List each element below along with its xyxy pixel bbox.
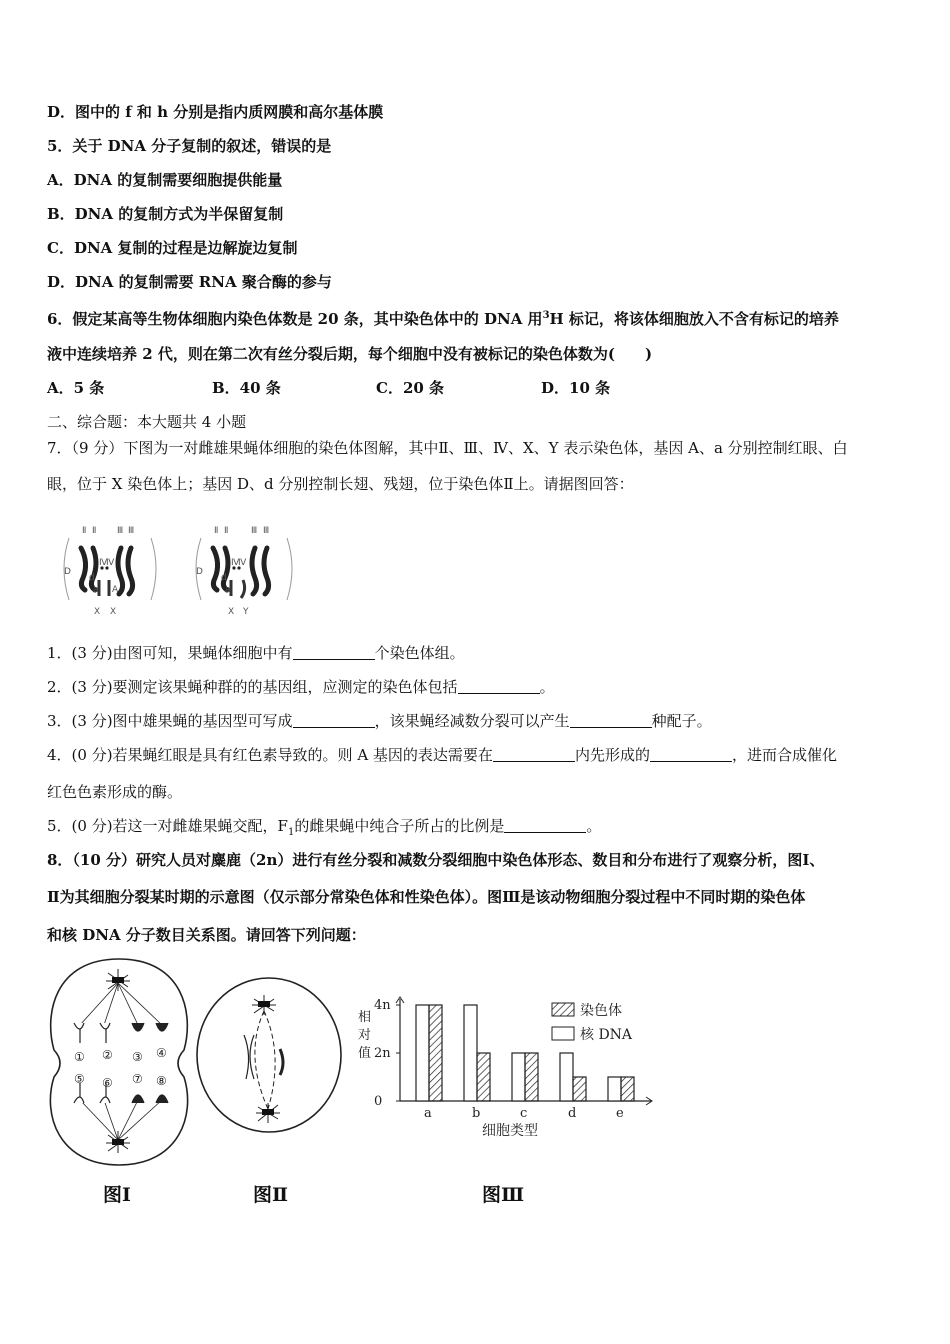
answer-blank[interactable] <box>293 645 375 660</box>
centriole-bottom <box>112 1139 124 1145</box>
chromosome-y <box>241 580 245 598</box>
chromosome-number: ⑤ <box>74 1072 85 1086</box>
category-label: d <box>568 1106 577 1121</box>
label: Ⅲ <box>251 526 258 536</box>
label: d <box>89 573 95 583</box>
answer-blank[interactable] <box>570 713 652 728</box>
bar-chromosome-e <box>621 1077 634 1101</box>
label: a <box>225 585 231 595</box>
q7-sub4-text-a: 4．(0 分)若果蝇红眼是具有红色素导致的。则 A 基因的表达需要在 <box>47 746 493 764</box>
chromosome-ii-right <box>91 548 96 590</box>
q7-sub4-text-c: ，进而合成催化 <box>731 746 837 764</box>
chromosome <box>74 1083 84 1103</box>
q4-option-d: D．图中的 f 和 h 分别是指内质网膜和高尔基体膜 <box>47 103 384 121</box>
q7-sub5-text-b: 的雌果蝇中纯合子所占的比例是 <box>294 817 505 835</box>
label: D <box>196 567 203 577</box>
legend-label-chromosome: 染色体 <box>580 1003 622 1019</box>
q6-sup: 3 <box>542 310 550 321</box>
bar-dna-b <box>464 1005 477 1101</box>
chromosome-ii-right <box>223 548 228 590</box>
answer-blank[interactable] <box>293 713 375 728</box>
bar-dna-e <box>608 1077 621 1101</box>
figure-3-chart <box>354 995 664 1140</box>
answer-blank[interactable] <box>493 747 575 762</box>
label: Y <box>243 607 249 617</box>
legend-swatch-chromosome <box>552 1003 574 1016</box>
female-karyotype <box>64 526 156 617</box>
q5-option-c: C．DNA 复制的过程是边解旋边复制 <box>47 239 298 257</box>
q6-stem-line2: 液中连续培养 2 代，则在第二次有丝分裂后期，每个细胞中没有被标记的染色体数为( ) <box>47 345 653 363</box>
q7-sub4 <box>47 745 837 765</box>
chromosome <box>156 1023 168 1031</box>
bar-dna-d <box>560 1053 573 1101</box>
answer-blank[interactable] <box>458 679 540 694</box>
spindle-right <box>264 1011 275 1109</box>
chromosome-iii-left <box>252 548 257 594</box>
label: a <box>93 585 99 595</box>
q6-option-b: B．40 条 <box>212 379 281 397</box>
y-axis-label-char-1: 相 <box>358 1010 372 1025</box>
q7-sub5 <box>47 816 601 843</box>
label: Ⅲ <box>128 526 135 536</box>
q8-stem-line3: 和核 DNA 分子数目关系图。请回答下列问题： <box>47 926 366 944</box>
q8-stem-line2: Ⅱ为其细胞分裂某时期的示意图（仅示部分常染色体和性染色体）。图Ⅲ是该动物细胞分裂过程中不同时期的染色体 <box>47 888 806 906</box>
bar-chromosome-b <box>477 1053 490 1101</box>
chromosome-number: ④ <box>156 1046 167 1060</box>
chromosome-iii-right <box>264 548 269 594</box>
q7-stem-line2: 眼，位于 X 染色体上；基因 D、d 分别控制长翅、残翅，位于染色体Ⅱ上。请据图回答： <box>47 475 634 493</box>
label: Ⅱ <box>82 526 87 536</box>
q6-option-d: D．10 条 <box>541 379 611 397</box>
q8-stem-line1: 8．（10 分）研究人员对麋鹿（2n）进行有丝分裂和减数分裂细胞中染色体形态、数目和分布进行了观察分析，图Ⅰ、 <box>47 851 825 869</box>
chromosome-dark <box>280 1049 283 1075</box>
q7-sub3-text-b: ，该果蝇经减数分裂可以产生 <box>374 712 570 730</box>
label: Ⅳ <box>106 558 115 568</box>
q5-option-a: A．DNA 的复制需要细胞提供能量 <box>47 171 283 189</box>
q7-sub4-text-b: 内先形成的 <box>574 746 650 764</box>
spindle-left <box>255 1011 268 1109</box>
q7-sub2 <box>47 677 555 697</box>
q7-sub1-text-a: 1．(3 分)由图可知，果蝇体细胞中有 <box>47 644 293 662</box>
y-tick-label: 0 <box>374 1094 383 1109</box>
chromosomes-upper <box>74 1023 168 1043</box>
chromosome-ii-left <box>81 548 86 590</box>
q7-stem-line1: 7．（9 分）下图为一对雌雄果蝇体细胞的染色体图解，其中Ⅱ、Ⅲ、Ⅳ、X、Y 表示染色体，基因 A、a 分别控制红眼、白 <box>47 439 848 457</box>
chromosome <box>100 1023 110 1043</box>
figure-1-cell-division <box>44 955 194 1170</box>
spindle-fibers <box>80 983 162 1140</box>
chromosome-number: ① <box>74 1050 85 1064</box>
y-tick-label: 4n <box>374 998 391 1013</box>
centriole-top <box>112 977 124 983</box>
label: X <box>228 607 235 617</box>
q7-sub4-continued: 红色色素形成的酶。 <box>47 783 183 801</box>
category-label: e <box>616 1106 624 1121</box>
male-karyotype <box>196 526 292 617</box>
answer-blank[interactable] <box>504 818 586 833</box>
section-2-heading: 二、综合题：本大题共 4 小题 <box>47 413 247 431</box>
chromosomes-lower <box>74 1083 168 1103</box>
bar-chromosome-a <box>429 1005 442 1101</box>
chromosome-number: ⑥ <box>102 1076 113 1090</box>
label: Ⅳ <box>231 558 240 568</box>
figure-3-label: 图Ⅲ <box>482 1184 525 1206</box>
q5-option-b: B．DNA 的复制方式为半保留复制 <box>47 205 284 223</box>
legend-swatch-dna <box>552 1027 574 1040</box>
label: A <box>112 585 119 595</box>
q7-sub2-text-b: 。 <box>539 678 555 696</box>
chromosome-number: ⑧ <box>156 1074 167 1088</box>
chromosome-number: ③ <box>132 1050 143 1064</box>
q7-sub3-text-c: 种配子。 <box>651 712 712 730</box>
label: Ⅳ <box>99 558 108 568</box>
figure-2-cell <box>194 975 344 1135</box>
y-axis-label-char-2: 对 <box>358 1028 372 1043</box>
cell-membrane <box>50 959 187 1165</box>
q7-sub5-text-c: 。 <box>586 817 602 835</box>
chromosome-iii-left <box>118 548 123 594</box>
chromosome-number: ② <box>102 1048 113 1062</box>
label: Ⅱ <box>214 526 219 536</box>
q6-stem-a: 6．假定某高等生物体细胞内染色体数是 20 条，其中染色体中的 DNA 用 <box>47 310 543 328</box>
q7-sub5-text-a: 5．(0 分)若这一对雌雄果蝇交配，F <box>47 817 288 835</box>
q5-option-d: D．DNA 的复制需要 RNA 聚合酶的参与 <box>47 273 332 291</box>
q7-sub1 <box>47 643 465 663</box>
category-label: c <box>520 1106 528 1121</box>
centriole-top <box>258 1001 270 1007</box>
label: Ⅳ <box>238 558 247 568</box>
q5-stem: 5．关于 DNA 分子复制的叙述，错误的是 <box>47 137 332 155</box>
y-tick-label: 2n <box>374 1046 391 1061</box>
label: d <box>221 573 227 583</box>
chromosome <box>132 1023 144 1031</box>
label: X <box>94 607 101 617</box>
q7-sub1-text-b: 个染色体组。 <box>374 644 465 662</box>
bar-chromosome-c <box>525 1053 538 1101</box>
answer-blank[interactable] <box>650 747 732 762</box>
bar-dna-a <box>416 1005 429 1101</box>
fly-chromosome-figure <box>55 518 315 618</box>
chromosome-light <box>244 1035 254 1079</box>
category-label: a <box>424 1106 432 1121</box>
q7-sub3 <box>47 711 712 731</box>
x-axis-title: 细胞类型 <box>482 1123 538 1139</box>
q6-option-c: C．20 条 <box>376 379 445 397</box>
chromosome-iii-right <box>128 548 133 594</box>
q7-sub2-text-a: 2．(3 分)要测定该果蝇种群的的基因组，应测定的染色体包括 <box>47 678 458 696</box>
legend-label-dna: 核 DNA <box>580 1027 633 1043</box>
chromosome-ii-left <box>213 548 218 590</box>
bracket-right <box>287 538 292 600</box>
bar-chromosome-d <box>573 1077 586 1101</box>
bracket-right <box>151 538 156 600</box>
label: X <box>110 607 117 617</box>
centriole-bottom <box>262 1109 274 1115</box>
chromosome <box>74 1023 84 1043</box>
label: Ⅲ <box>117 526 124 536</box>
figure-2-label: 图Ⅱ <box>253 1184 289 1206</box>
q7-sub3-text-a: 3．(3 分)图中雄果蝇的基因型可写成 <box>47 712 293 730</box>
q6-stem-b: H 标记，将该体细胞放入不含有标记的培养 <box>549 310 839 328</box>
label: Ⅲ <box>263 526 270 536</box>
chromosome <box>156 1095 168 1103</box>
label: Ⅱ <box>224 526 229 536</box>
q7-sub5-sub: 1 <box>287 827 295 838</box>
figure-1-label: 图Ⅰ <box>103 1184 131 1206</box>
bar-dna-c <box>512 1053 525 1101</box>
q6-option-a: A．5 条 <box>47 379 105 397</box>
label: Ⅱ <box>92 526 97 536</box>
chromosome <box>132 1095 144 1103</box>
category-label: b <box>472 1106 481 1121</box>
chromosome-number: ⑦ <box>132 1072 143 1086</box>
q6-stem-line1 <box>47 306 839 329</box>
y-axis-label-char-3: 值 <box>358 1046 372 1061</box>
label: D <box>64 567 71 577</box>
